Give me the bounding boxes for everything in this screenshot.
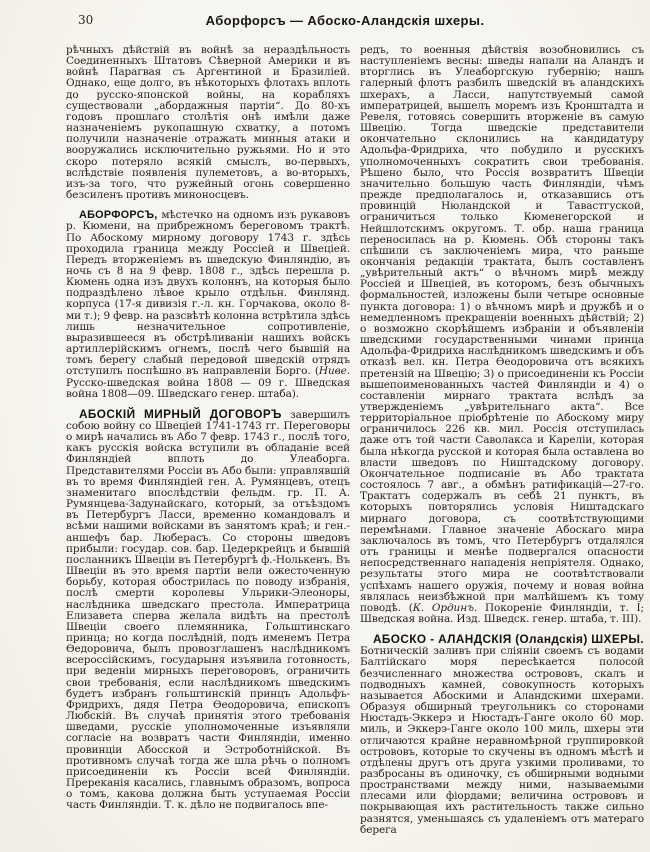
text-columns <box>0 39 650 836</box>
paragraph-text: редъ, то военныя дѣйствія возобновились съ наступленіемъ весны: шведы напали на Аландъ и вторглись въ Улеаборгскую губернію; нашъ галерный флотъ разбилъ шведскій въ аландскихъ шхерахъ, а Ласси, напутствуемый самой императрицей, вышелъ моремъ изъ Кронштадта и Ревеля, готовясь совершить вторженіе въ самую Швецію. Тогда шведскіе представители окончательно склонились на кандидатуру Адольфа-Фридриха, что побудило и русскихъ уполномоченныхъ сократить свои требованія. Рѣшено было, что Россія возвратитъ Швеціи значительно большую часть Финляндіи, чѣмъ прежде предполагалось и, отказавшись отъ провинцій Нюландской и Тавастгуской, ограничиться только Кюменегорской и Нейшлотскимъ округомъ. Т. обр. наша граница переносилась на р. Кюмень. Обѣ стороны такъ спѣшили съ заключеніемъ мира, что раньше окончанія редакціи трактата, былъ составленъ „увѣрительный актъ“ о вѣчномъ мирѣ между Россіей и Швеціей, въ которомъ, безъ обычныхъ формальностей, изложены были четыре основные пункта договора: 1) о вѣчномъ мирѣ и дружбѣ и о немедленномъ прекращеніи военныхъ дѣйствій; 2) о возможно скорѣйшемъ избраніи и объявленіи шведскими государственными чинами принца Адольфа-Фридриха наслѣдникомъ шведскимъ и объ отказѣ вел. кн. Петра Ѳеодоровича отъ всякихъ претензій на Швецію; 3) о присоединеніи къ Россіи вышепоименованныхъ частей Финляндіи и 4) о составленіи мирнаго трактата вслѣдъ за утвержденіемъ „увѣрительнаго акта“. Все территоріальное пріобрѣтеніе по Абоскому миру ограничилось 226 кв. мил. Россія отступилась даже отъ той части Саволакса и Кареліи, которая была нѣкогда русской и которая была оставлена во власти шведовъ по Ништадскому договору. Окончательное подписаніе въ Або трактата состоялось 7 авг., а обмѣнъ ратификацій—27-го. Трактатъ содержалъ въ себѣ 21 пунктъ, въ которыхъ повторялись условія Ништадскаго мирнаго договора, съ соотвѣтствующими перемѣнами. Главное значеніе Абоскаго мира заключалось въ томъ, что Петербургъ отдалялся отъ границы и менѣе подвергался опасности непосредственнаго нападенія непріятеля. Однако, результаты этого мира не соотвѣтствовали успѣхамъ нашего оружія, почему и новая война являлась неизбѣжной при малѣйшемъ къ тому поводѣ. ( <box>360 44 644 614</box>
entry-term-aborfors: АБОРФОРСЪ, <box>79 209 158 222</box>
entry-term-abosko-aland-skerries: АБОСКО - АЛАНДСКІЯ (Оландскія) ШХЕРЫ. <box>373 632 644 647</box>
citation-rest: Русско-шведская война 1808 — 09 г. Шведская война 1808—09. Шведскаго генер. штаба). <box>66 376 350 400</box>
citation-author: Ниве. <box>318 365 350 378</box>
entry-term-abo-peace-treaty: АБОСКІЙ МИРНЫЙ ДОГОВОРЪ <box>79 406 282 421</box>
paragraph-continuation-abo-treaty <box>360 45 644 625</box>
running-title: Аборфорсъ — Абоско-Аландскія шхеры. <box>205 13 485 28</box>
entry-text: мѣстечко на одномъ изъ рукавовъ р. Кюмени, на прибрежномъ береговомъ трактѣ. По Абоскому мирному договору 1743 г. здѣсь проходила граница между Россіей и Швеціей. Передъ вторженіемъ въ шведскую Финляндію, въ ночь съ 8 на 9 февр. 1808 г., здѣсь перешла р. Кюмень одна изъ двухъ колоннъ, на которыя было подраздѣлено лѣвое крыло отдѣльн. Финлянд. корпуса (17-я дивизія г.-л. кн. Горчакова, около 8-ми т.); 9 февр. на разсвѣтѣ колонна встрѣтила здѣсь лишь незначительное сопротивленіе, выразившееся въ обстрѣливаніи нашихъ войскъ артиллерійскимъ огнемъ, послѣ чего бывшій на томъ берегу слабый передовой шведскій отрядъ отступилъ поспѣшно въ направленіи Борго. ( <box>66 209 350 378</box>
citation-author: К. Ординъ. <box>412 601 478 614</box>
entry-text: завершилъ собою войну со Швеціей 1741-1743 гг. Переговоры о мирѣ начались въ Або 7 февр. 1743 г., послѣ того, какъ русскія войска вступили въ обладаніе всей Финляндіей вплоть до Улеаборга. Представителями Россіи въ Або были: управлявшій въ то время Финляндіей ген. А. Румянцевъ, отецъ знаменитаго впослѣдствіи фельдм. гр. П. А. Румянцева-Задунайскаго, который, за отъѣздомъ въ Петербургъ Ласси, временно командовалъ и всѣми нашими войсками въ занятомъ краѣ; и ген.-аншефъ бар. Люберасъ. Со стороны шведовъ прибыли: государ. сов. бар. Цедеркрейцъ и бывшій посланникъ Швеціи въ Петербургѣ ф.-Нолькенъ. Въ Швеціи въ это время партіи вели ожесточенную борьбу, которая обострилась по поводу избранія, послѣ смерти королевы Ульрики-Элеоноры, наслѣдника шведскаго престола. Императрица Елизавета сперва желала видѣть на престолѣ Швеціи своего племянника, Гольштинскаго принца; но когда послѣдній, подъ именемъ Петра Ѳедоровича, былъ провозглашенъ наслѣдникомъ всероссійскимъ, государыня изъявила готовность, при веденіи мирныхъ переговоровъ, ограничить свои требованія, если наслѣдникомъ шведскимъ будетъ избранъ гольштинскій принцъ Адольфъ-Фридрихъ, дядя Петра Ѳеодоровича, епископъ Любскій. Въ случаѣ принятія этого требованія шведами, русскіе уполномоченные изъявляли согласіе на возвратъ части Финляндіи, именно провинціи Абосской и Эстроботнійской. Въ противномъ случаѣ тогда же шла рѣчь о полномъ присоединеніи къ Россіи всей Финляндіи. Пререканія касались, главнымъ образомъ, вопроса о томъ, какова должна быть уступаемая Россіи часть Финляндіи. Т. к. дѣло не подвигалось впе- <box>66 408 350 812</box>
entry-abo-peace-treaty <box>66 406 350 812</box>
paragraph-continuation-abordage <box>66 45 350 201</box>
left-column <box>66 45 350 836</box>
entry-abosko-aland-skerries <box>360 634 644 836</box>
page-header <box>0 0 650 39</box>
entry-text: Ботническій заливъ при сліяніи своемъ съ водами Балтійскаго моря пересѣкается полосой безчисленнаго множества острововъ, скалъ и подводныхъ камней, совокупность которыхъ называется Абоскими и Аландскими шхерами. Образуя обширный треугольникъ со сторонами Нюстадъ-Эккерэ и Нюстадъ-Ганге около 60 мор. миль, и Эккерэ-Ганге около 100 миль, шхеры эти отличаются крайне неравномѣрной группировкой острововъ, которые то скучены въ одномъ мѣстѣ и отдѣлены другъ отъ друга узкими проливами, то разбросаны въ одиночку, съ обширными водными пространствами между ними, называемыми плесами или фіордами; величина острововъ и покрывающая ихъ растительность также сильно разнятся, уменьшаясь съ удаленіемъ отъ матераго берега <box>360 645 644 836</box>
citation-rest: Покореніе Финляндіи, т. I; Шведская война. Изд. Шведск. генер. штаба, т. III). <box>360 601 644 625</box>
paragraph-text: рѣчныхъ дѣйствій въ войнѣ за нераздѣльность Соединенныхъ Штатовъ Сѣверной Америки и въ войнѣ Парагвая съ Аргентиной и Бразиліей. Однако, еще долго, въ нѣкоторыхъ флотахъ вплоть до русско-японской войны, на корабляхъ существовали „абордажныя партіи“. До 80-хъ годовъ прошлаго столѣтія онѣ имѣли даже назначеніемъ рукопашную схватку, а потомъ получили назначеніе отражать минныя атаки и вооружались исключительно ружьями. Но и это скоро потеряло всякій смыслъ, во-первыхъ, вслѣдствіе появленія пулеметовъ, а во-вторыхъ, изъ-за того, что ружейный огонь совершенно безсиленъ противъ миноносцевъ. <box>66 44 350 202</box>
page-number: 30 <box>78 13 94 27</box>
right-column <box>360 45 644 836</box>
entry-aborfors <box>66 210 350 400</box>
